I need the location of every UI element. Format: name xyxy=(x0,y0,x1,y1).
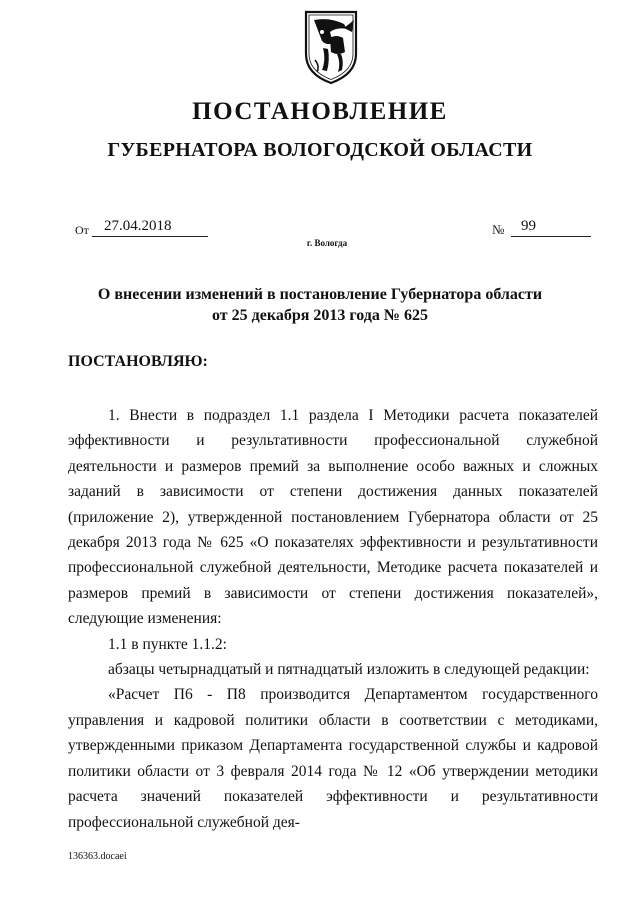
paragraph-4: «Расчет П6 - П8 производится Департаментом государственного управления и кадровой политики области в соответствии с методиками, утвержденными приказом Департамента государственной службы и кадровой политики области от 3 февраля 2014 года № 12 «Об утверждении методики расчета значений показателей эффективности и результативности профессиональной служебной дея- xyxy=(68,686,598,831)
number-label: № xyxy=(492,222,505,237)
decree-heading: ПОСТАНОВЛЯЮ: xyxy=(68,353,208,370)
number-field: 99 xyxy=(511,218,591,237)
document-body xyxy=(68,403,598,835)
document-subtitle: ГУБЕРНАТОРА ВОЛОГОДСКОЙ ОБЛАСТИ xyxy=(107,139,533,161)
city-label: г. Вологда xyxy=(306,238,348,248)
document-subject xyxy=(0,284,640,326)
subject-line-2: от 25 декабря 2013 года № 625 xyxy=(212,307,428,324)
paragraph-3: абзацы четырнадцатый и пятнадцатый изложить в следующей редакции: xyxy=(108,661,590,679)
paragraph-1: 1. Внести в подраздел 1.1 раздела I Методики расчета показателей эффективности и результативности профессиональной служебной деятельности и размеров премий за выполнение особо важных и сложных заданий в зависимости от степени достижения данных показателей (приложение 2), утвержденной постановлением Губернатора области от 25 декабря 2013 года № 625 «О показателях эффективности и результативности профессиональной служебной деятельности, Методике расчета показателей и размеров премий в зависимости от степени достижения показателей», следующие изменения: xyxy=(68,407,598,628)
coat-of-arms-emblem xyxy=(300,8,362,86)
paragraph-2: 1.1 в пункте 1.1.2: xyxy=(108,635,227,653)
date-label: От xyxy=(75,223,89,237)
date-field: 27.04.2018 xyxy=(92,218,208,237)
subject-line-1: О внесении изменений в постановление Губернатора области xyxy=(97,286,543,303)
footer-doc-code: 136363.docaei xyxy=(68,851,127,862)
document-title: ПОСТАНОВЛЕНИЕ xyxy=(192,98,448,125)
